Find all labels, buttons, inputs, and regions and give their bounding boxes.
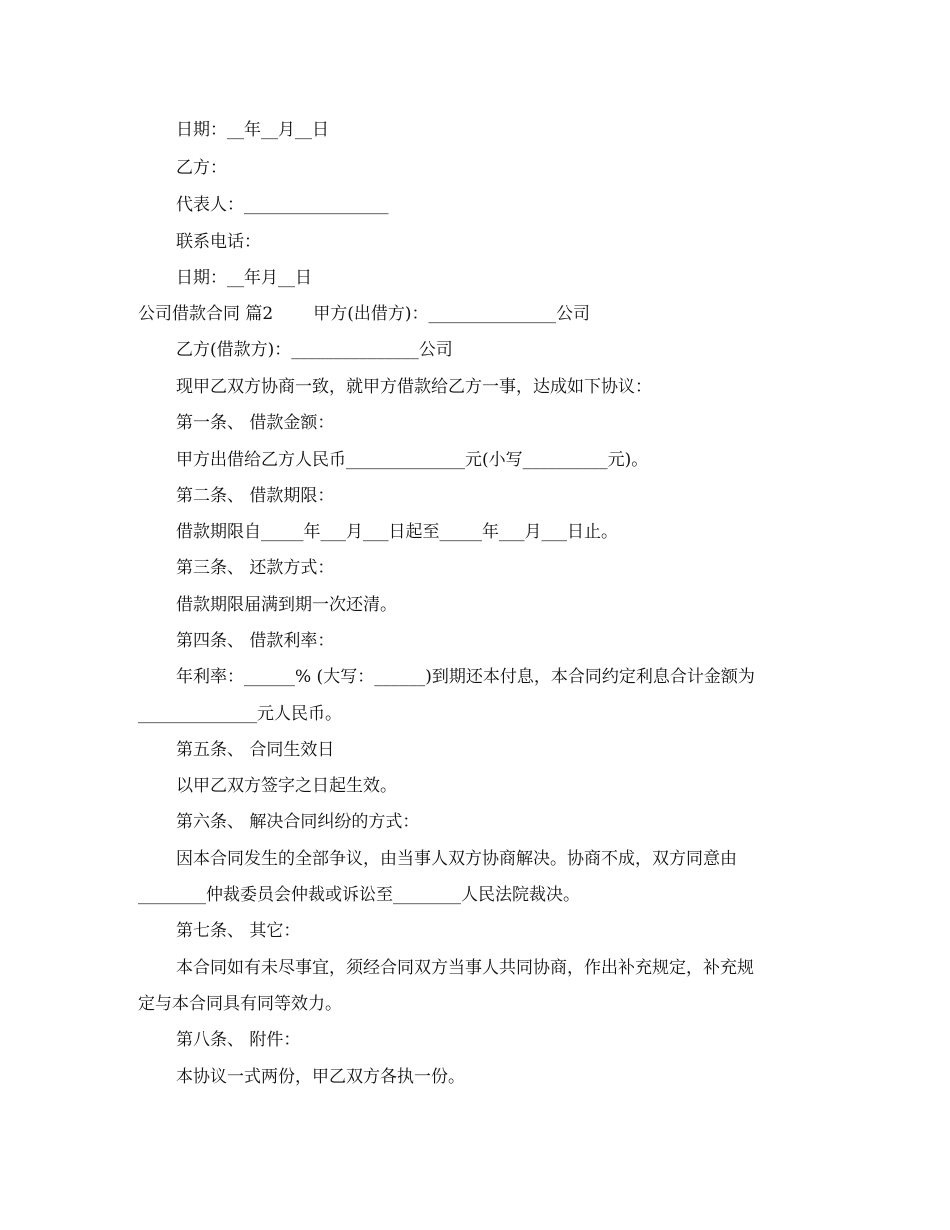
- article-8-heading: 第八条、 附件：: [176, 1030, 301, 1050]
- representative-line: 代表人：_________________: [176, 195, 389, 215]
- article-7-body-1: 本合同如有未尽事宜，须经合同双方当事人共同协商，作出补充规定，补充规: [176, 958, 754, 978]
- article-4-body-2: ______________元人民币。: [138, 704, 342, 724]
- article-7-heading: 第七条、 其它：: [176, 921, 301, 941]
- date-line-2: 日期：__年月__日: [176, 268, 312, 288]
- article-3-heading: 第三条、 还款方式：: [176, 558, 335, 578]
- article-6-body-2: ________仲裁委员会仲裁或诉讼至________人民法院裁决。: [138, 885, 580, 905]
- date-line-1: 日期：__年__月__日: [176, 120, 329, 140]
- party-b-borrower-line: 乙方(借款方)：_______________公司: [176, 340, 453, 360]
- agreement-intro: 现甲乙双方协商一致，就甲方借款给乙方一事，达成如下协议：: [176, 377, 652, 397]
- article-6-heading: 第六条、 解决合同纠纷的方式：: [176, 812, 420, 832]
- section-heading-line: [0, 302, 950, 326]
- article-1-heading: 第一条、 借款金额：: [176, 413, 335, 433]
- party-b-label: 乙方：: [176, 158, 227, 178]
- article-2-body: 借款期限自_____年___月___日起至_____年___月___日止。: [176, 522, 618, 542]
- article-8-body: 本协议一式两份，甲乙双方各执一份。: [176, 1067, 465, 1087]
- article-4-body-1: 年利率：______% (大写：______)到期还本付息，本合同约定利息合计金额为: [176, 667, 755, 687]
- article-4-heading: 第四条、 借款利率：: [176, 631, 335, 651]
- article-1-body: 甲方出借给乙方人民币______________元(小写__________元)。: [176, 450, 649, 470]
- article-5-heading: 第五条、 合同生效日: [176, 740, 335, 760]
- party-a-line: 甲方(出借方)：_______________公司: [313, 304, 590, 324]
- article-5-body: 以甲乙双方签字之日起生效。: [176, 776, 397, 796]
- article-2-heading: 第二条、 借款期限：: [176, 486, 335, 506]
- article-3-body: 借款期限届满到期一次还清。: [176, 595, 397, 615]
- article-7-body-2: 定与本合同具有同等效力。: [138, 994, 342, 1014]
- contact-phone-line: 联系电话：: [176, 232, 261, 252]
- article-6-body-1: 因本合同发生的全部争议，由当事人双方协商解决。协商不成，双方同意由: [176, 849, 737, 869]
- section-title: 公司借款合同 篇2: [138, 304, 274, 324]
